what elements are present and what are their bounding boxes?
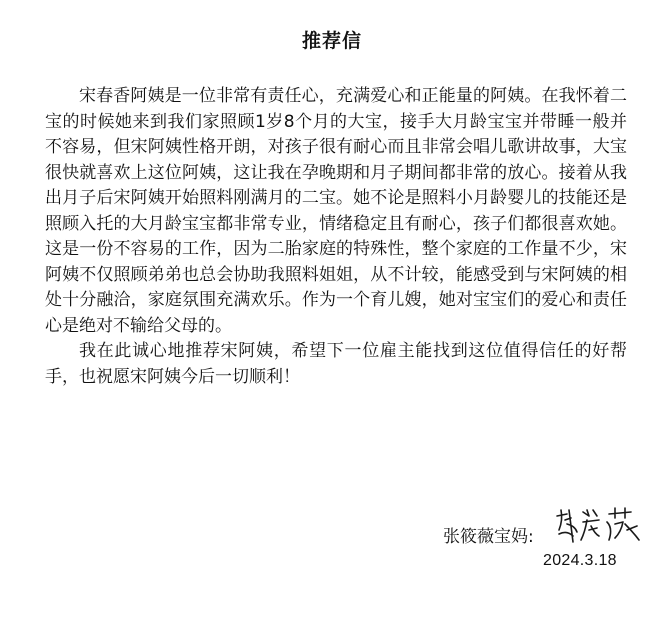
letter-paragraph-2: 我在此诚心地推荐宋阿姨，希望下一位雇主能找到这位值得信任的好帮手，也祝愿宋阿姨今后一切顺利！ — [45, 341, 627, 387]
handwritten-signature — [553, 506, 643, 550]
letter-body — [45, 84, 627, 390]
signer-label: 张筱薇宝妈: — [443, 527, 534, 547]
signature-block — [443, 510, 643, 580]
letter-paragraph-1: 宋春香阿姨是一位非常有责任心，充满爱心和正能量的阿姨。在我怀着二宝的时候她来到我们家照顾1岁8个月的大宝，接手大月龄宝宝并带睡一般并不容易，但宋阿姨性格开朗，对孩子很有耐心而且非常会唱儿歌讲故事，大宝很快就喜欢上这位阿姨，这让我在孕晚期和月子期间都非常的放心。接着从我出月子后宋阿姨开始照料刚满月的二宝。她不论是照料小月龄婴儿的技能还是照顾入托的大月龄宝宝都非常专业，情绪稳定且有耐心，孩子们都很喜欢她。这是一份不容易的工作，因为二胎家庭的特殊性，整个家庭的工作量不少，宋阿姨不仅照顾弟弟也总会协助我照料姐姐，从不计较，能感受到与宋阿姨的相处十分融洽，家庭氛围充满欢乐。作为一个育儿嫂，她对宝宝们的爱心和责任心是绝对不输给父母的。 — [45, 86, 627, 336]
letter-title: 推荐信 — [301, 30, 362, 52]
letter-date: 2024.3.18 — [543, 552, 617, 569]
